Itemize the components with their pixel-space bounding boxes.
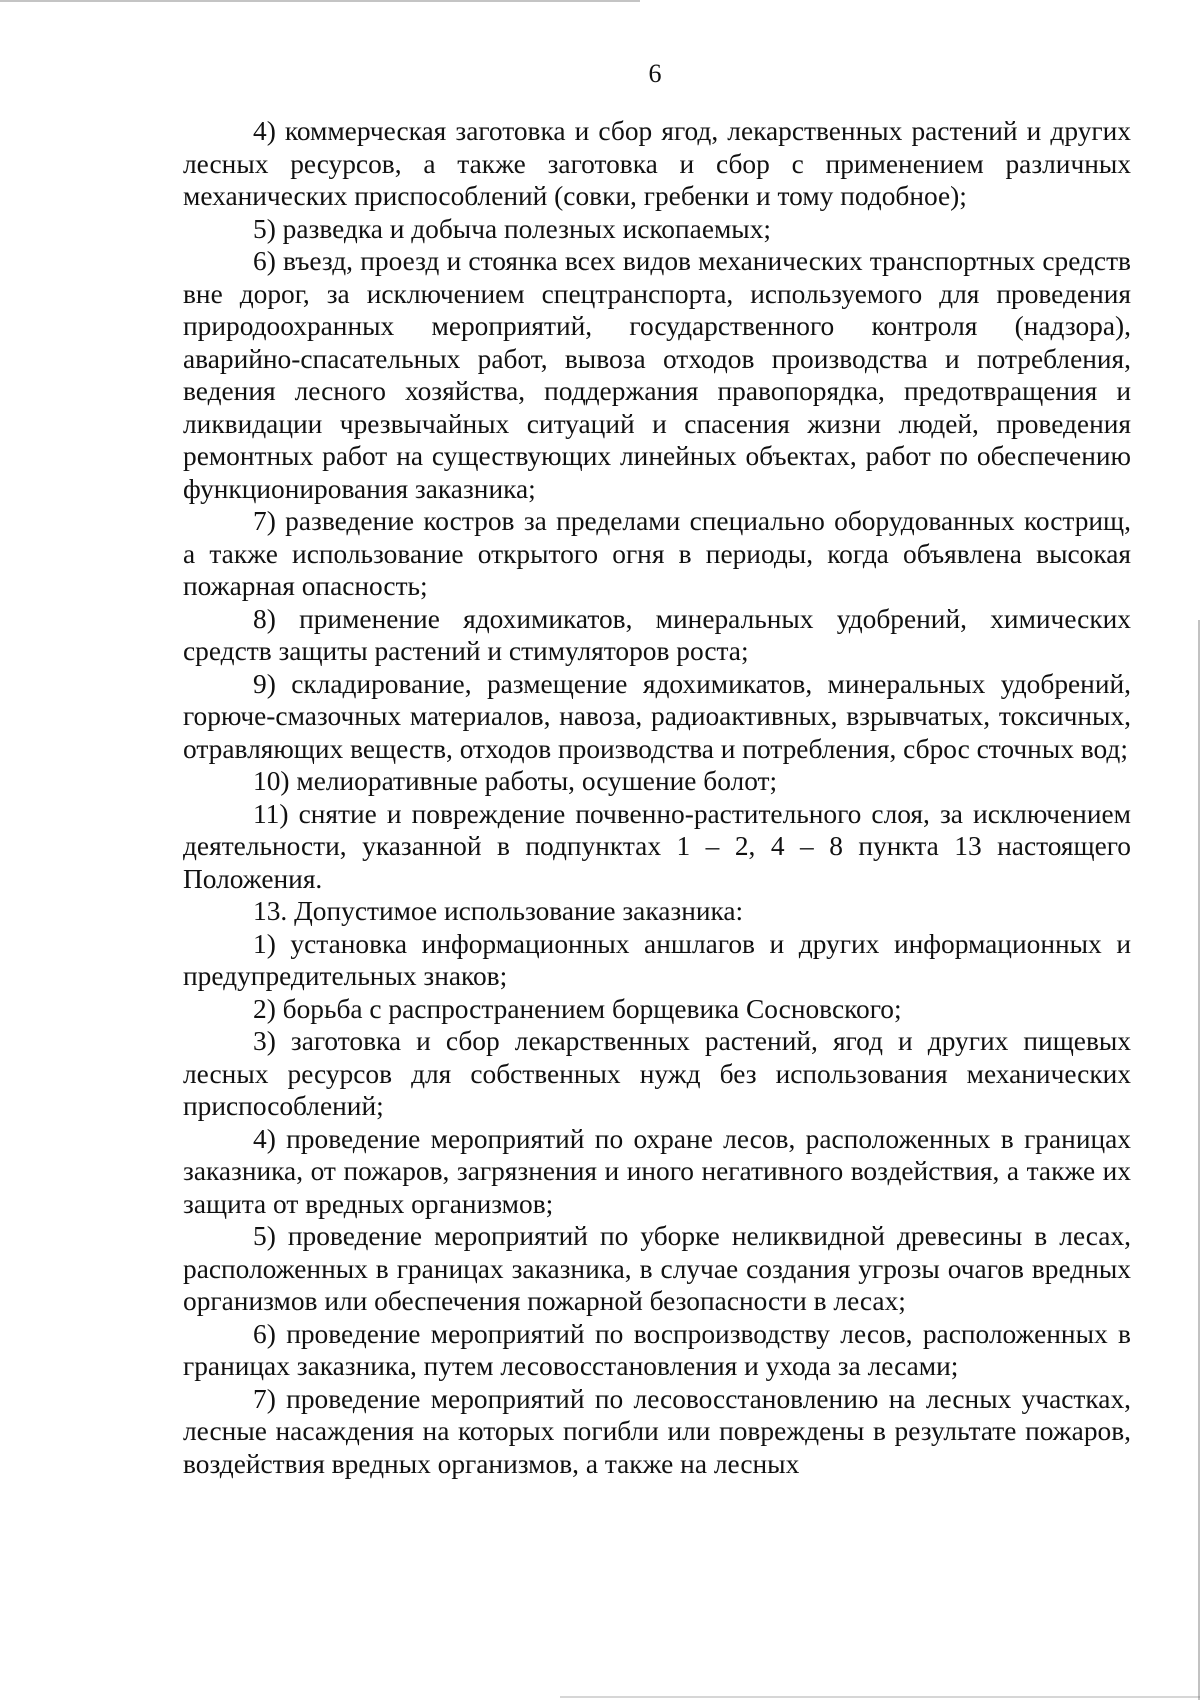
document-body: [183, 115, 1131, 1480]
paragraph-allowed-5: 5) проведение мероприятий по уборке неликвидной древесины в лесах, расположенных в границах заказника, в случае создания угрозы очагов вредных организмов или обеспечения пожарной безопасности в лесах;: [183, 1221, 1131, 1316]
paragraph-prohibited-10: 10) мелиоративные работы, осушение болот;: [253, 766, 778, 796]
section-heading-13: 13. Допустимое использование заказника:: [253, 896, 744, 926]
paragraph-prohibited-4: 4) коммерческая заготовка и сбор ягод, лекарственных растений и других лесных ресурсов, а также заготовка и сбор с применением различных механических приспособлений (совки, гребенки и тому подобное);: [183, 116, 1131, 211]
paragraph-prohibited-6: 6) въезд, проезд и стоянка всех видов механических транспортных средств вне дорог, за исключением спецтранспорта, используемого для проведения природоохранных мероприятий, государственного контроля (надзора), аварийно-спасательных работ, вывоза отходов производства и потребления, ведения лесного хозяйства, поддержания правопорядка, предотвращения и ликвидации чрезвычайных ситуаций и спасения жизни людей, проведения ремонтных работ на существующих линейных объектах, работ по обеспечению функционирования заказника;: [183, 246, 1131, 504]
paragraph-prohibited-8: 8) применение ядохимикатов, минеральных удобрений, химических средств защиты растений и стимуляторов роста;: [183, 603, 1131, 666]
paragraph-prohibited-11: 11) снятие и повреждение почвенно-растительного слоя, за исключением деятельности, указанной в подпунктах 1 – 2, 4 – 8 пункта 13 настоящего Положения.: [183, 798, 1131, 894]
paragraph-allowed-1: 1) установка информационных аншлагов и других информационных и предупредительных знаков;: [183, 928, 1131, 991]
paragraph-allowed-7: 7) проведение мероприятий по лесовосстановлению на лесных участках, лесные насаждения на которых погибли или повреждены в результате пожаров, воздействия вредных организмов, а также на лесных: [183, 1383, 1131, 1479]
page-number: 6: [648, 59, 662, 88]
paragraph-prohibited-5: 5) разведка и добыча полезных ископаемых;: [253, 213, 772, 244]
paragraph-allowed-3: 3) заготовка и сбор лекарственных растений, ягод и других пищевых лесных ресурсов для собственных нужд без использования механических приспособлений;: [183, 1026, 1131, 1121]
paragraph-prohibited-7: 7) разведение костров за пределами специально оборудованных кострищ, а также использование открытого огня в периоды, когда объявлена высокая пожарная опасность;: [183, 506, 1131, 601]
paragraph-allowed-4: 4) проведение мероприятий по охране лесов, расположенных в границах заказника, от пожаров, загрязнения и иного негативного воздействия, а также их защита от вредных организмов;: [183, 1123, 1131, 1219]
paragraph-allowed-6: 6) проведение мероприятий по воспроизводству лесов, расположенных в границах заказника, путем лесовосстановления и ухода за лесами;: [183, 1318, 1131, 1381]
scan-edge-top: [0, 0, 640, 2]
paragraph-prohibited-9: 9) складирование, размещение ядохимикатов, минеральных удобрений, горюче-смазочных материалов, навоза, радиоактивных, взрывчатых, токсичных, отравляющих веществ, отходов производства и потребления, сброс сточных вод;: [183, 668, 1131, 764]
paragraph-allowed-2: 2) борьба с распространением борщевика Сосновского;: [253, 993, 902, 1024]
